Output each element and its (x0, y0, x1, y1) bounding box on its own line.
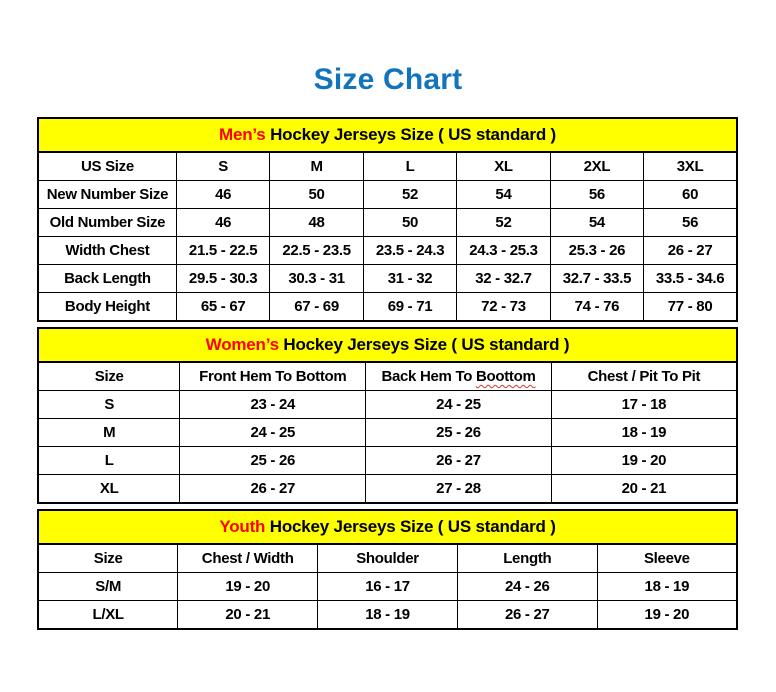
size-value-cell: 19 - 20 (178, 573, 318, 601)
size-value-cell: 20 - 21 (178, 601, 318, 630)
table-caption-row (38, 118, 737, 152)
size-value-cell: 54 (550, 209, 643, 237)
row-label-cell: L/XL (38, 601, 178, 630)
womens-table-caption (38, 328, 737, 362)
size-value-cell: 52 (363, 181, 456, 209)
size-value-cell: 60 (644, 181, 737, 209)
size-value-cell: 46 (176, 209, 269, 237)
table-row (38, 293, 737, 322)
size-value-cell: 29.5 - 30.3 (176, 265, 269, 293)
table-row (38, 152, 737, 181)
size-value-cell: 24 - 26 (457, 573, 597, 601)
size-value-cell: 26 - 27 (644, 237, 737, 265)
table-row (38, 237, 737, 265)
youth-table-caption (38, 510, 737, 544)
size-value-cell: 19 - 20 (597, 601, 737, 630)
size-value-cell: 52 (457, 209, 550, 237)
column-header-cell (366, 362, 552, 391)
caption-title-text: Hockey Jerseys Size ( US standard ) (278, 335, 570, 354)
size-value-cell: 24 - 25 (366, 391, 552, 419)
table-row (38, 419, 737, 447)
size-value-cell: 48 (270, 209, 363, 237)
column-header-cell: 2XL (550, 152, 643, 181)
size-value-cell: 18 - 19 (318, 601, 458, 630)
column-header-cell: Sleeve (597, 544, 737, 573)
row-label-cell: Body Height (38, 293, 176, 322)
table-row (38, 475, 737, 504)
size-value-cell: 56 (550, 181, 643, 209)
size-value-cell: 19 - 20 (551, 447, 737, 475)
row-label-cell: S (38, 391, 180, 419)
size-value-cell: 33.5 - 34.6 (644, 265, 737, 293)
size-value-cell: 72 - 73 (457, 293, 550, 322)
row-label-cell: M (38, 419, 180, 447)
column-header-cell: Size (38, 362, 180, 391)
table-row (38, 573, 737, 601)
size-value-cell: 32 - 32.7 (457, 265, 550, 293)
size-value-cell: 50 (363, 209, 456, 237)
youth-size-table (37, 509, 738, 630)
size-value-cell: 46 (176, 181, 269, 209)
size-value-cell: 21.5 - 22.5 (176, 237, 269, 265)
size-value-cell: 25 - 26 (180, 447, 366, 475)
size-value-cell: 67 - 69 (270, 293, 363, 322)
table-row (38, 209, 737, 237)
table-row (38, 362, 737, 391)
size-value-cell: 50 (270, 181, 363, 209)
size-value-cell: 25.3 - 26 (550, 237, 643, 265)
size-value-cell: 20 - 21 (551, 475, 737, 504)
size-value-cell: 23 - 24 (180, 391, 366, 419)
row-label-cell: New Number Size (38, 181, 176, 209)
size-value-cell: 17 - 18 (551, 391, 737, 419)
size-value-cell: 24.3 - 25.3 (457, 237, 550, 265)
caption-group-name: Women’s (205, 335, 279, 354)
column-header-cell: Chest / Pit To Pit (551, 362, 737, 391)
row-label-cell: Old Number Size (38, 209, 176, 237)
size-value-cell: 27 - 28 (366, 475, 552, 504)
row-label-cell: S/M (38, 573, 178, 601)
table-caption-row (38, 328, 737, 362)
size-value-cell: 69 - 71 (363, 293, 456, 322)
size-value-cell: 65 - 67 (176, 293, 269, 322)
table-row (38, 391, 737, 419)
womens-size-table (37, 327, 738, 504)
column-header-cell: Size (38, 544, 178, 573)
column-header-cell: Shoulder (318, 544, 458, 573)
row-label-cell: Back Length (38, 265, 176, 293)
size-value-cell: 23.5 - 24.3 (363, 237, 456, 265)
caption-group-name: Men’s (219, 125, 266, 144)
column-header-cell: Length (457, 544, 597, 573)
column-header-cell: 3XL (644, 152, 737, 181)
size-value-cell: 26 - 27 (180, 475, 366, 504)
size-value-cell: 74 - 76 (550, 293, 643, 322)
size-value-cell: 16 - 17 (318, 573, 458, 601)
caption-title-text: Hockey Jerseys Size ( US standard ) (265, 517, 556, 536)
mens-size-table (37, 117, 738, 322)
size-value-cell: 31 - 32 (363, 265, 456, 293)
column-header-cell: Front Hem To Bottom (180, 362, 366, 391)
misspelled-word: Boottom (475, 368, 536, 385)
row-label-cell: XL (38, 475, 180, 504)
table-row (38, 447, 737, 475)
size-value-cell: 26 - 27 (457, 601, 597, 630)
size-value-cell: 77 - 80 (644, 293, 737, 322)
size-value-cell: 26 - 27 (366, 447, 552, 475)
row-label-cell: Width Chest (38, 237, 176, 265)
caption-title-text: Hockey Jerseys Size ( US standard ) (265, 125, 556, 144)
row-label-cell: L (38, 447, 180, 475)
caption-group-name: Youth (219, 517, 266, 536)
size-value-cell: 18 - 19 (597, 573, 737, 601)
size-value-cell: 18 - 19 (551, 419, 737, 447)
size-value-cell: 24 - 25 (180, 419, 366, 447)
size-value-cell: 30.3 - 31 (270, 265, 363, 293)
size-value-cell: 25 - 26 (366, 419, 552, 447)
table-caption-row (38, 510, 737, 544)
size-value-cell: 56 (644, 209, 737, 237)
column-header-cell: XL (457, 152, 550, 181)
table-row (38, 544, 737, 573)
table-row (38, 181, 737, 209)
column-header-cell: S (176, 152, 269, 181)
size-value-cell: 32.7 - 33.5 (550, 265, 643, 293)
row-label-cell: US Size (38, 152, 176, 181)
table-row (38, 265, 737, 293)
table-row (38, 601, 737, 630)
column-header-cell: Chest / Width (178, 544, 318, 573)
column-header-cell: M (270, 152, 363, 181)
mens-table-caption (38, 118, 737, 152)
size-value-cell: 22.5 - 23.5 (270, 237, 363, 265)
page-title: Size Chart (313, 63, 463, 96)
size-value-cell: 54 (457, 181, 550, 209)
column-header-text: Back Hem To (381, 368, 473, 385)
column-header-cell: L (363, 152, 456, 181)
